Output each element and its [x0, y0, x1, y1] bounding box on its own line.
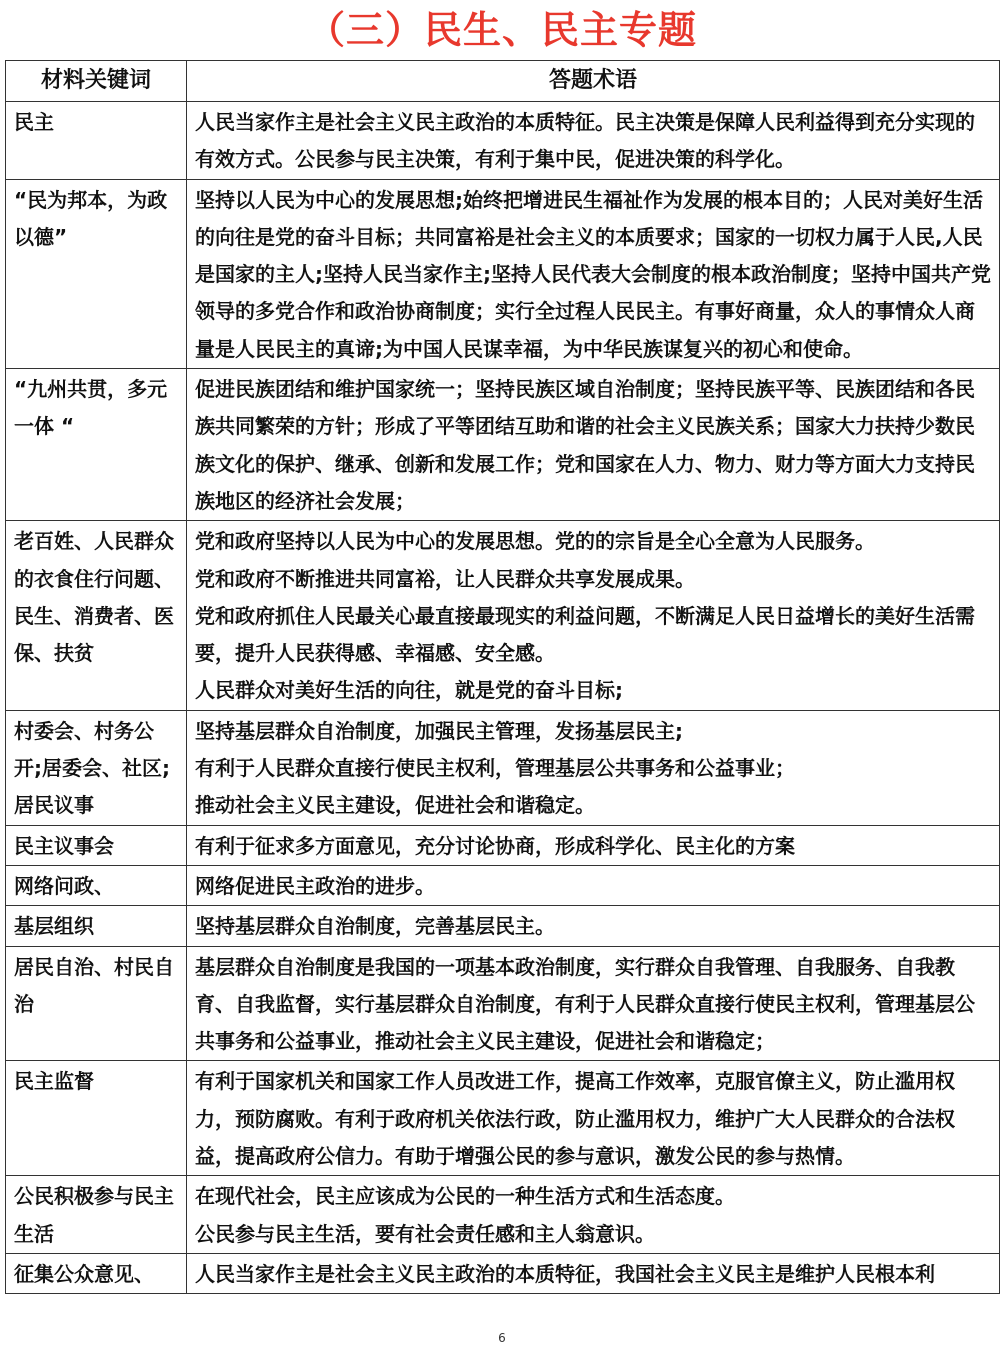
answer-term-line: 党和政府不断推进共同富裕，让人民群众共享发展成果。: [195, 566, 695, 591]
column-header-answer-terms: 答题术语: [187, 61, 1000, 102]
answer-terms-cell: [187, 825, 1000, 865]
answer-term-line: 人民当家作主是社会主义民主政治的本质特征，我国社会主义民主是维护人民根本利: [195, 1261, 935, 1286]
answer-term-line: 坚持基层群众自治制度，完善基层民主。: [195, 914, 555, 939]
column-header-keyword: 材料关键词: [6, 61, 187, 102]
answer-terms-cell: [187, 369, 1000, 521]
table-row: [6, 179, 1000, 368]
answer-term-line: 网络促进民主政治的进步。: [195, 873, 435, 898]
page-title: （三）民生、民主专题: [306, 8, 697, 52]
answer-terms-cell: [187, 1253, 1000, 1293]
table-body: [6, 102, 1000, 1294]
answer-term-line: 有利于人民群众直接行使民主权利，管理基层公共事务和公益事业；: [195, 756, 795, 781]
answer-term-line: 坚持以人民为中心的发展思想;始终把增进民生福祉作为发展的根本目的；人民对美好生活的向往是党的奋斗目标；共同富裕是社会主义的本质要求；国家的一切权力属于人民,人民是国家的主人;坚持人民当家作主;坚持人民代表大会制度的根本政治制度；坚持中国共产党领导的多党合作和政治协商制度；实行全过程人民民主。有事好商量，众人的事情众人商量是人民民主的真谛;为中国人民谋幸福，为中华民族谋复兴的初心和使命。: [195, 187, 991, 361]
table-row: [6, 369, 1000, 521]
keyword-cell: 民主议事会: [6, 825, 187, 865]
table-row: [6, 825, 1000, 865]
keyword-cell: 民主: [6, 102, 187, 180]
table-row: [6, 906, 1000, 946]
table-row: [6, 865, 1000, 905]
keyword-cell: 基层组织: [6, 906, 187, 946]
keyword-cell: “九州共贯，多元一体 “: [6, 369, 187, 521]
answer-terms-cell: [187, 710, 1000, 825]
table-header-row: [6, 61, 1000, 102]
answer-term-line: 推动社会主义民主建设，促进社会和谐稳定。: [195, 793, 595, 818]
table-row: [6, 1061, 1000, 1176]
table-row: [6, 1176, 1000, 1254]
answer-terms-cell: [187, 179, 1000, 368]
answer-terms-cell: [187, 521, 1000, 710]
answer-term-line: 基层群众自治制度是我国的一项基本政治制度，实行群众自我管理、自我服务、自我教育、自我监督，实行基层群众自治制度，有利于人民群众直接行使民主权利，管理基层公共事务和公益事业，推动社会主义民主建设，促进社会和谐稳定；: [195, 954, 975, 1054]
answer-term-line: 有利于国家机关和国家工作人员改进工作，提高工作效率，克服官僚主义，防止滥用权力，预防腐败。有利于政府机关依法行政，防止滥用权力，维护广大人民群众的合法权益，提高政府公信力。有助于增强公民的参与意识，激发公民的参与热情。: [195, 1069, 955, 1169]
answer-terms-cell: [187, 906, 1000, 946]
keyword-cell: 老百姓、人民群众的衣食住行问题、民生、消费者、医保、扶贫: [6, 521, 187, 710]
answer-term-line: 党和政府坚持以人民为中心的发展思想。党的的宗旨是全心全意为人民服务。: [195, 529, 875, 554]
answer-term-line: 公民参与民主生活，要有社会责任感和主人翁意识。: [195, 1221, 655, 1246]
keyword-cell: 网络问政、: [6, 865, 187, 905]
table-row: [6, 521, 1000, 710]
answer-terms-cell: [187, 1176, 1000, 1254]
answer-term-line: 促进民族团结和维护国家统一；坚持民族区域自治制度；坚持民族平等、民族团结和各民族共同繁荣的方针；形成了平等团结互助和谐的社会主义民族关系；国家大力扶持少数民族文化的保护、继承、创新和发展工作；党和国家在人力、物力、财力等方面大力支持民族地区的经济社会发展；: [195, 377, 975, 513]
keyword-cell: “民为邦本，为政以德”: [6, 179, 187, 368]
table-row: [6, 1253, 1000, 1293]
table-row: [6, 102, 1000, 180]
answer-term-line: 人民当家作主是社会主义民主政治的本质特征。民主决策是保障人民利益得到充分实现的有效方式。公民参与民主决策，有利于集中民，促进决策的科学化。: [195, 110, 975, 172]
keyword-cell: 村委会、村务公开;居委会、社区;居民议事: [6, 710, 187, 825]
table-row: [6, 710, 1000, 825]
keyword-cell: 征集公众意见、: [6, 1253, 187, 1293]
answer-term-line: 有利于征求多方面意见，充分讨论协商，形成科学化、民主化的方案: [195, 833, 795, 858]
answer-term-line: 在现代社会，民主应该成为公民的一种生活方式和生活态度。: [195, 1184, 735, 1209]
keyword-cell: 民主监督: [6, 1061, 187, 1176]
answer-term-line: 党和政府抓住人民最关心最直接最现实的利益问题，不断满足人民日益增长的美好生活需要，提升人民获得感、幸福感、安全感。: [195, 603, 975, 666]
answer-terms-cell: [187, 1061, 1000, 1176]
table-row: [6, 946, 1000, 1061]
terms-table: [5, 60, 1000, 1294]
answer-terms-cell: [187, 946, 1000, 1061]
answer-terms-cell: [187, 865, 1000, 905]
keyword-cell: 居民自治、村民自治: [6, 946, 187, 1061]
answer-term-line: 坚持基层群众自治制度，加强民主管理，发扬基层民主;: [195, 718, 683, 743]
keyword-cell: 公民积极参与民主生活: [6, 1176, 187, 1254]
answer-terms-cell: [187, 102, 1000, 180]
page-number: 6: [498, 1331, 506, 1345]
answer-term-line: 人民群众对美好生活的向往，就是党的奋斗目标;: [195, 678, 623, 703]
